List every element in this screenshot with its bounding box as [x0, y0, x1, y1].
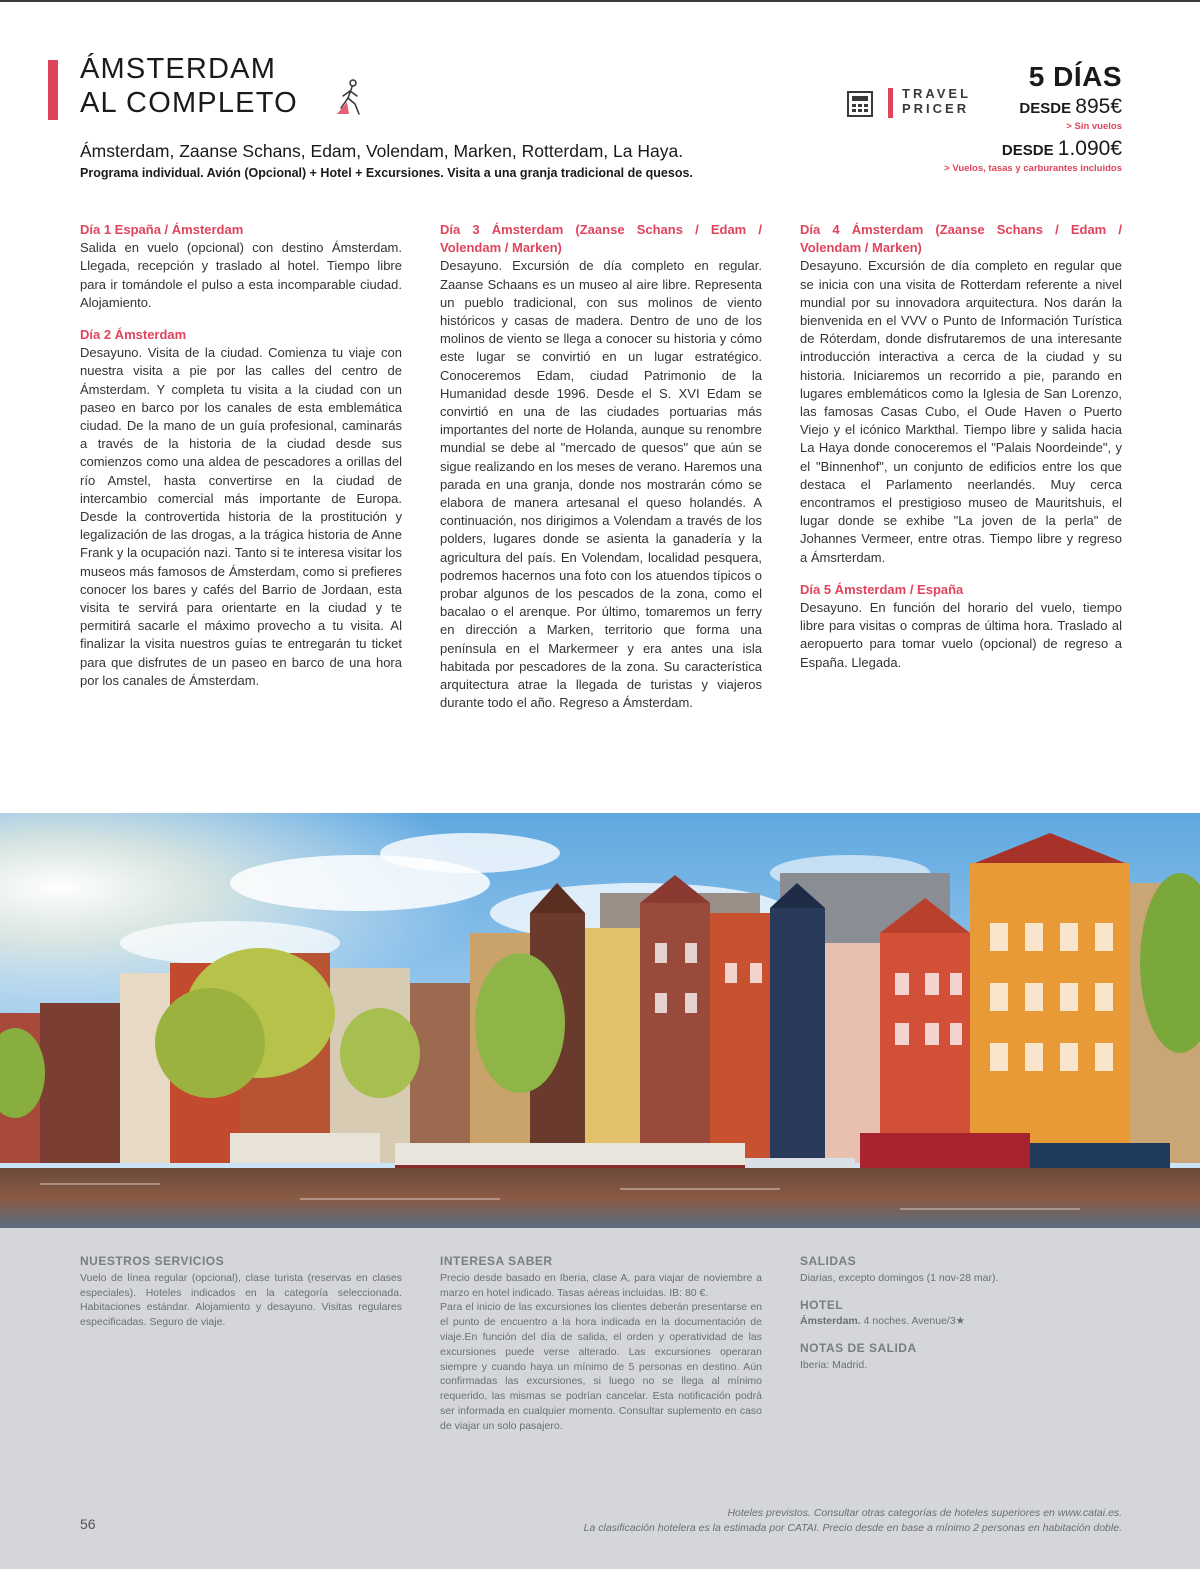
interesa-heading: INTERESA SABER: [440, 1254, 553, 1268]
day-3-title: Día 3 Ámsterdam (Zaanse Schans / Edam / Volendam / Marken): [440, 222, 762, 256]
day-5-text: Desayuno. En función del horario del vuelo, tiempo libre para visitas o compras de última hora. Traslado al aeropuerto para tomar vuelo (opcional) de regreso a España. Llegada.: [800, 600, 1122, 670]
travel-pricer-logo: TRAVEL PRICER: [902, 86, 972, 116]
interesa-text-2: Para el inicio de las excursiones los clientes deberán presentarse en el punto de encuentro a la hora indicada en la documentación de viaje.En función del día de salida, el orden y operatividad de las excursiones puede verse alterado. Las excursiones operaran siempre y cuando haya un mínimo de 5 personas en destino. Aún confirmadas las excursiones, si luego no se llega al mínimo requerido, las mismas se podrían cancelar. Esta notificación podrá ser informada en cualquier momento. Consultar suplemento en caso de viajar un solo pasajero.: [440, 1301, 762, 1432]
footer-line-2: La clasificación hotelera es la estimada por CATAI. Precio desde en base a mínimo 2 personas en habitación doble.: [583, 1522, 1122, 1534]
price-block: [944, 60, 1122, 176]
price-with-flights: DESDE 1.090€: [1001, 137, 1122, 160]
hotel-text: Ámsterdam. 4 noches. Avenue/3★: [800, 1315, 966, 1328]
day-2-text: Desayuno. Visita de la ciudad. Comienza tu viaje con nuestra visita a pie por las calles del centro de Ámsterdam. Y completa tu visita a la ciudad con un paseo en barco por los canales de esta emblemática ciudad. De la mano de un guía profesional, caminarás a través de la historia de la ciudad desde sus comienzos como una aldea de pescadores a orillas del río Amstel, hasta convertirse en la ciudad de intercambio comercial más importante de Europa. Desde la controvertida historia de la prostitución y legalización de las drogas, a la trágica historia de Anne Frank y la ocupación nazi. Tanto si te interesa visitar los museos más famosos de Ámsterdam, como si prefieres conocer los bares y cafés del Barrio de Jordaan, esta visita te servirá para orientarte en la ciudad y te permitirá sacarle el máximo provecho a tu visita. Al finalizar la visita nuestros guías te entregarán tu ticket para que disfrutes de un paseo en barco de una hora por los canales de Ámsterdam.: [80, 345, 402, 688]
program-line: Programa individual. Avión (Opcional) + Hotel + Excursiones. Visita a una granja tradicional de quesos.: [80, 166, 693, 180]
services-text: Vuelo de línea regular (opcional), clase turista (reservas en clases especiales). Hoteles indicados en la categoría seleccionada. Habitaciones estándar. Alojamiento y desayuno. Visitas regulares especificadas. Seguro de viaje.: [80, 1271, 402, 1329]
hotel-heading: HOTEL: [800, 1297, 844, 1312]
title-line-2: AL COMPLETO: [80, 87, 298, 119]
services-heading: NUESTROS SERVICIOS: [80, 1254, 225, 1268]
salidas-heading: SALIDAS: [800, 1254, 857, 1268]
destinations-line: Ámsterdam, Zaanse Schans, Edam, Volendam, Marken, Rotterdam, La Haya.: [80, 141, 684, 161]
salidas-column: [800, 1254, 1122, 1385]
day-5-title: Día 5 Ámsterdam / España: [800, 581, 964, 597]
page-title: [80, 52, 298, 120]
itinerary-column-3: [800, 221, 1122, 686]
price-no-flights: DESDE 895€: [1019, 95, 1122, 118]
day-4-title: Día 4 Ámsterdam (Zaanse Schans / Edam / Volendam / Marken): [800, 222, 1122, 256]
no-flights-note: > Sin vuelos: [1066, 121, 1122, 132]
interesa-column: [440, 1254, 762, 1446]
title-line-1: ÁMSTERDAM: [80, 53, 277, 85]
amsterdam-canal-photo: [0, 813, 1200, 1228]
day-1-title: Día 1 España / Ámsterdam: [80, 222, 244, 237]
notas-heading: NOTAS DE SALIDA: [800, 1341, 917, 1356]
itinerary-column-1: [80, 221, 402, 704]
footer-line-1: Hoteles previstos. Consultar otras categorías de hoteles superiores en www.catai.es.: [727, 1507, 1122, 1519]
walking-tour-icon: [333, 78, 365, 118]
day-3-text: Desayuno. Excursión de día completo en regular. Zaanse Schaans es un museo al aire libre. Representa un pueblo tradicional, con sus molinos de viento históricos y casas de madera. Dentro de uno de los molinos de viento se llega a conocer su historia y cómo este lugar se convirtió en un lugar estratégico. Conoceremos Edam, ciudad Patrimonio de la Humanidad desde 1996. Desde el S. XVI Edam se convirtió en una de las ciudades portuarias más importantes del norte de Holanda, aunque su renombre mundial se debe al "mercado de quesos" que aún se sigue realizando en los meses de verano. Haremos una parada en una granja, donde nos mostrarán cómo se elabora de manera artesanal el queso holandés. A continuación, nos dirigimos a Volendam a través de los polders, lugares donde se asienta la ganadería y la agricultura del país. En Volendam, localidad pesquera, podremos hacernos una foto con los atuendos típicos o probar algunos de los pescados de la zona, como el bacalao o el arenque. Por último, tomaremos un ferry en dirección a Marken, territorio que forma una península en el Markermeer y era antes una isla habitada por pescadores de la zona. Su característica arquitectura atrae la llegada de turistas y viajeros durante todo el año. Regreso a Ámsterdam.: [440, 258, 762, 711]
day-4-text: Desayuno. Excursión de día completo en regular que se inicia con una visita de Rotterdam referente a nivel mundial por su innovadora arquitectura. Nos darán la bienvenida en el VVV o Punto de Información Turística de Róterdam, donde disfrutaremos de una interesante introducción interactiva a cerca de la ciudad y su historia. Iniciaremos un recorrido a pie, parando en lugares emblemáticos como la Iglesia de San Lorenzo, las famosas Casas Cubo, el Oude Haven o Puerto Viejo y el icónico Markthal. Tiempo libre y salida hacia La Haya donde conoceremos el "Palais Noordeinde", y el "Binnenhof", un conjunto de edificios entre los que destaca el Parlamento neerlandés. Muy cerca encontramos el prestigioso museo de Mauritshuis, el lugar donde se exhibe "La joven de la perla" de Johannes Vermeer, entre otras. Tiempo libre y regreso a Ámsrterdam.: [800, 258, 1122, 565]
with-flights-note: > Vuelos, tasas y carburantes incluidos: [944, 163, 1122, 174]
day-1-text: Salida en vuelo (opcional) con destino Ámsterdam. Llegada, recepción y traslado al hotel. Tiempo libre para ir tomándole el pulso a esta incomparable ciudad. Alojamiento.: [80, 240, 402, 310]
title-accent-bar: [48, 60, 58, 120]
day-2-title: Día 2 Ámsterdam: [80, 327, 187, 343]
footer-notes: [584, 1506, 1122, 1536]
salidas-text: Diarias, excepto domingos (1 nov-28 mar).: [800, 1271, 999, 1284]
page-number: 56: [80, 1516, 96, 1532]
trip-duration: 5 DÍAS: [1028, 61, 1122, 92]
pricer-accent-bar: [888, 88, 893, 118]
interesa-text-1: Precio desde basado en Iberia, clase A, para viajar de noviembre a marzo en hotel indicado. Tasas aéreas incluidas. IB: 80 €.: [440, 1271, 762, 1299]
services-column: [80, 1254, 402, 1342]
calculator-icon: [846, 90, 874, 118]
top-rule: [0, 0, 1200, 2]
itinerary-column-2: [440, 221, 762, 726]
notas-text: Iberia: Madrid.: [800, 1358, 868, 1371]
